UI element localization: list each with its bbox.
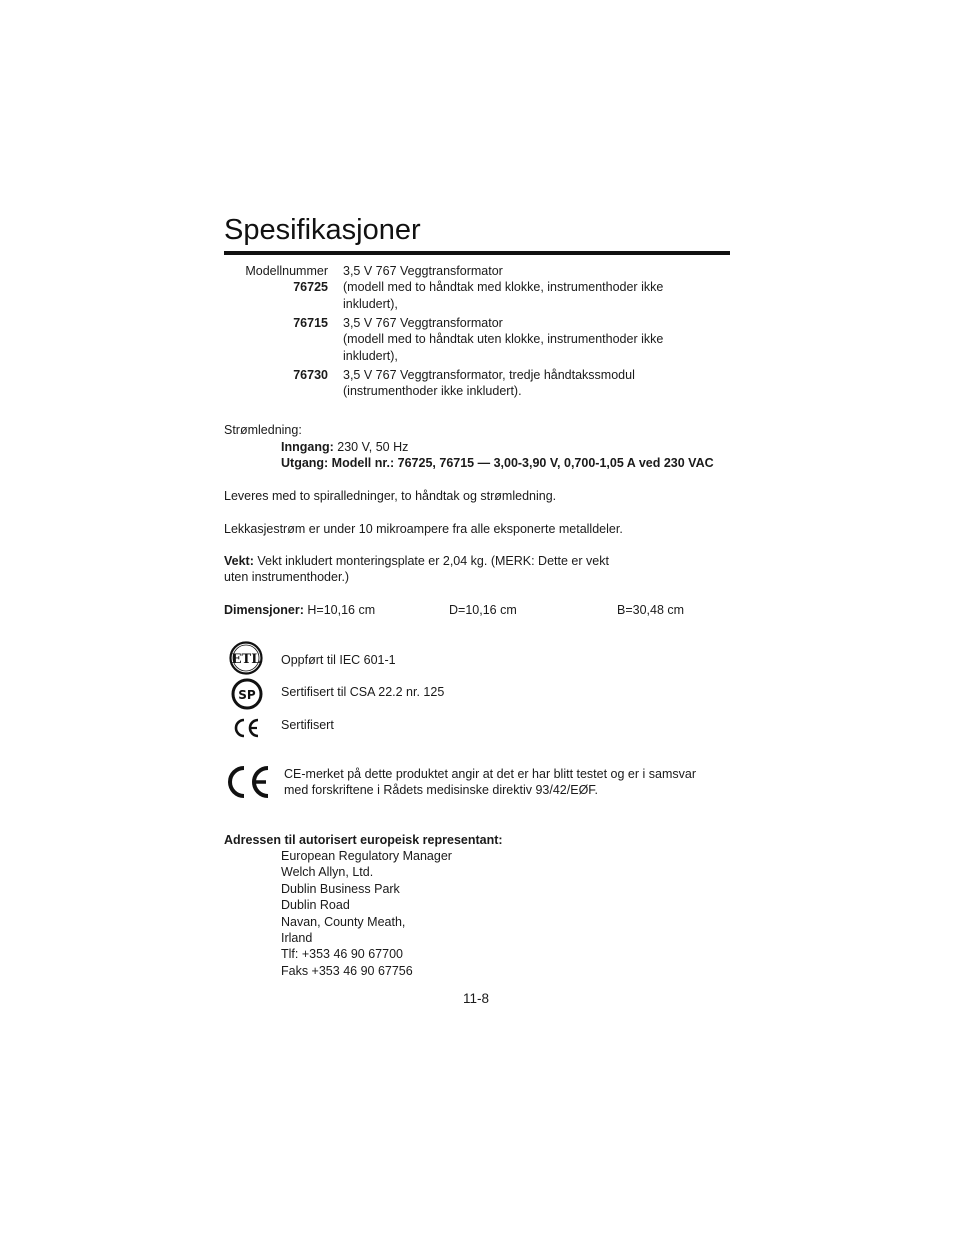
ce-statement-line: med forskriftene i Rådets medisinske direktiv 93/42/EØF.: [284, 783, 599, 798]
model-76730-description: [343, 367, 713, 400]
page-number: 11-8: [462, 991, 490, 1006]
power-input: [281, 439, 408, 455]
model-76715-description: [343, 315, 713, 364]
dimension-height: H=10,16 cm: [303, 603, 376, 617]
dimensions-label: Dimensjoner:: [224, 603, 304, 617]
title-rule: [224, 251, 730, 255]
power-output: Utgang: Modell nr.: 76725, 76715 — 3,00-3,90 V, 0,700-1,05 A ved 230 VAC: [281, 456, 714, 470]
address-line: Dublin Road: [281, 898, 350, 913]
csa-icon: [231, 677, 265, 711]
dimension-width: B=30,48 cm: [617, 603, 685, 617]
etl-listed-icon: [229, 641, 263, 675]
ce-mark-icon: [232, 717, 262, 739]
weight-label: Vekt:: [224, 554, 254, 568]
power-cord-label: Strømledning:: [224, 423, 302, 437]
model-76730-number: 76730: [293, 368, 328, 382]
weight-line-2: uten instrumenthoder.): [224, 570, 350, 585]
model-number-label: Modellnummer: [245, 264, 328, 278]
address-line: Faks +353 46 90 67756: [281, 963, 413, 978]
dimensions-spec: [224, 602, 375, 618]
cert-ce-text: Sertifisert: [281, 718, 334, 732]
model-76725-line: inkludert),: [343, 296, 398, 311]
cert-etl-text: Oppført til IEC 601-1: [281, 653, 396, 667]
eu-rep-heading: Adressen til autorisert europeisk representant:: [224, 833, 503, 847]
model-76715-line: (modell med to håndtak uten klokke, instrumenthoder ikke: [343, 332, 664, 347]
dimension-depth: D=10,16 cm: [449, 603, 517, 617]
leakage-text: Lekkasjestrøm er under 10 mikroampere fra alle eksponerte metalldeler.: [224, 522, 623, 536]
ce-statement: [284, 766, 734, 799]
address-line: European Regulatory Manager: [281, 849, 452, 863]
model-76725-description: [343, 263, 713, 312]
address-line: Welch Allyn, Ltd.: [281, 865, 374, 880]
address-line: Irland: [281, 931, 313, 946]
model-76730-line: (instrumenthoder ikke inkludert).: [343, 384, 522, 399]
eu-rep-address: [281, 848, 452, 979]
model-76715-line: 3,5 V 767 Veggtransformator: [343, 316, 503, 330]
model-76725-line: 3,5 V 767 Veggtransformator: [343, 264, 503, 278]
power-input-value: 230 V, 50 Hz: [333, 440, 409, 454]
supplied-with-text: Leveres med to spiralledninger, to håndtak og strømledning.: [224, 489, 557, 503]
page-title: Spesifikasjoner: [224, 214, 421, 246]
model-76730-line: 3,5 V 767 Veggtransformator, tredje håndtakssmodul: [343, 368, 635, 382]
address-line: Dublin Business Park: [281, 881, 400, 896]
address-line: Tlf: +353 46 90 67700: [281, 947, 403, 962]
svg-text:SP: SP: [238, 688, 256, 702]
model-76715-line: inkludert),: [343, 348, 398, 363]
ce-mark-large-icon: [225, 764, 273, 800]
cert-csa-text: Sertifisert til CSA 22.2 nr. 125: [281, 685, 445, 699]
power-input-label: Inngang:: [281, 440, 334, 454]
model-76715-number: 76715: [293, 316, 328, 330]
svg-text:ETL: ETL: [231, 652, 261, 667]
model-76725-line: (modell med to håndtak med klokke, instrumenthoder ikke: [343, 280, 664, 295]
weight-value: Vekt inkludert monteringsplate er 2,04 kg. (MERK: Dette er vekt: [253, 554, 609, 568]
weight-spec: [224, 553, 734, 586]
ce-statement-line: CE-merket på dette produktet angir at det er har blitt testet og er i samsvar: [284, 767, 696, 781]
address-line: Navan, County Meath,: [281, 914, 406, 929]
model-76725-number: 76725: [293, 280, 328, 294]
weight-line-1: [224, 553, 734, 569]
